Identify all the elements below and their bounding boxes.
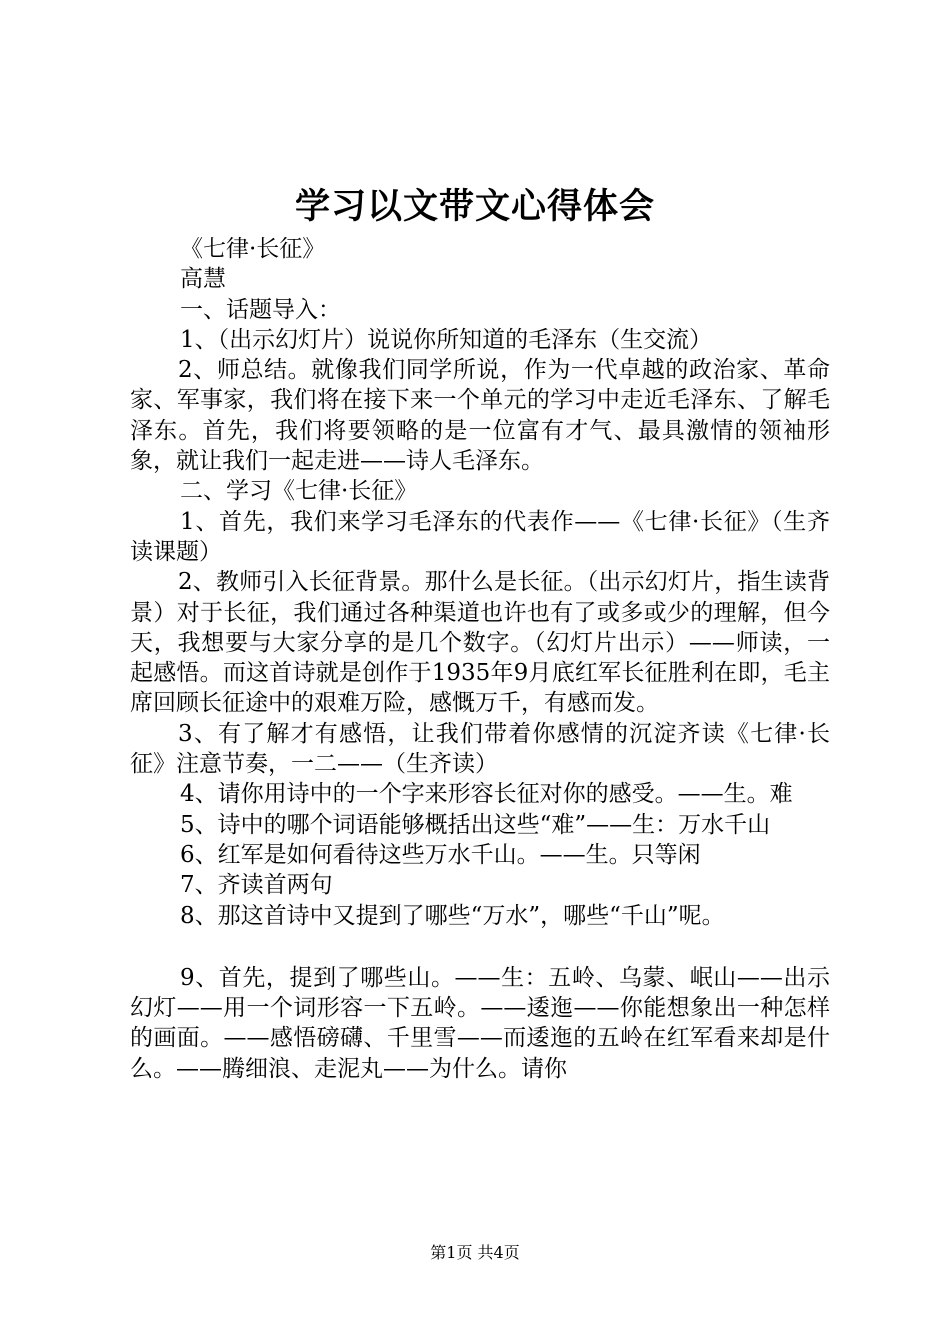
document-body: [130, 234, 830, 1084]
blank-line: [130, 931, 830, 963]
paragraph: 二、学习《七律·长征》: [180, 478, 418, 505]
paragraph: 1、首先，我们来学习毛泽东的代表作——《七律·长征》（生齐读课题）: [130, 508, 830, 565]
paragraph: 1、（出示幻灯片）说说你所知道的毛泽东（生交流）: [180, 326, 713, 353]
paragraph: 6、红军是如何看待这些万水千山。——生。只等闲: [180, 841, 701, 868]
paragraph: 2、师总结。就像我们同学所说，作为一代卓越的政治家、革命家、军事家，我们将在接下来一个单元的学习中走近毛泽东、了解毛泽东。首先，我们将要领略的是一位富有才气、最具激情的领袖形象，就让我们一起走进——诗人毛泽东。: [130, 357, 830, 475]
paragraph: 5、诗中的哪个词语能够概括出这些“难”——生：万水千山: [180, 811, 771, 838]
paragraph: 7、齐读首两句: [180, 872, 333, 899]
paragraph: 《七律·长征》: [180, 236, 326, 262]
page-footer: 第1页 共4页: [430, 1243, 520, 1262]
paragraph: 4、请你用诗中的一个字来形容长征对你的感受。——生。难: [180, 781, 793, 808]
paragraph: 高慧: [180, 266, 226, 293]
paragraph: 9、首先，提到了哪些山。——生：五岭、乌蒙、岷山——出示幻灯——用一个词形容一下五岭。——逶迤——你能想象出一种怎样的画面。——感悟磅礴、千里雪——而逶迤的五岭在红军看来却是什么。——腾细浪、走泥丸——为什么。请你: [130, 964, 830, 1082]
paragraph: 2、教师引入长征背景。那什么是长征。（出示幻灯片，指生读背景）对于长征，我们通过各种渠道也许也有了或多或少的理解，但今天，我想要与大家分享的是几个数字。（幻灯片出示）——师读，一起感悟。而这首诗就是创作于1935年9月底红军长征胜利在即，毛主席回顾长征途中的艰难万险，感慨万千，有感而发。: [130, 569, 830, 717]
paragraph: 3、有了解才有感悟，让我们带着你感情的沉淀齐读《七律·长征》注意节奏，一二——（生齐读）: [130, 720, 830, 778]
paragraph: 一、话题导入：: [180, 296, 341, 323]
paragraph: 8、那这首诗中又提到了哪些“万水”，哪些“千山”呢。: [180, 902, 725, 929]
document-title: 学习以文带文心得体会: [294, 186, 655, 227]
